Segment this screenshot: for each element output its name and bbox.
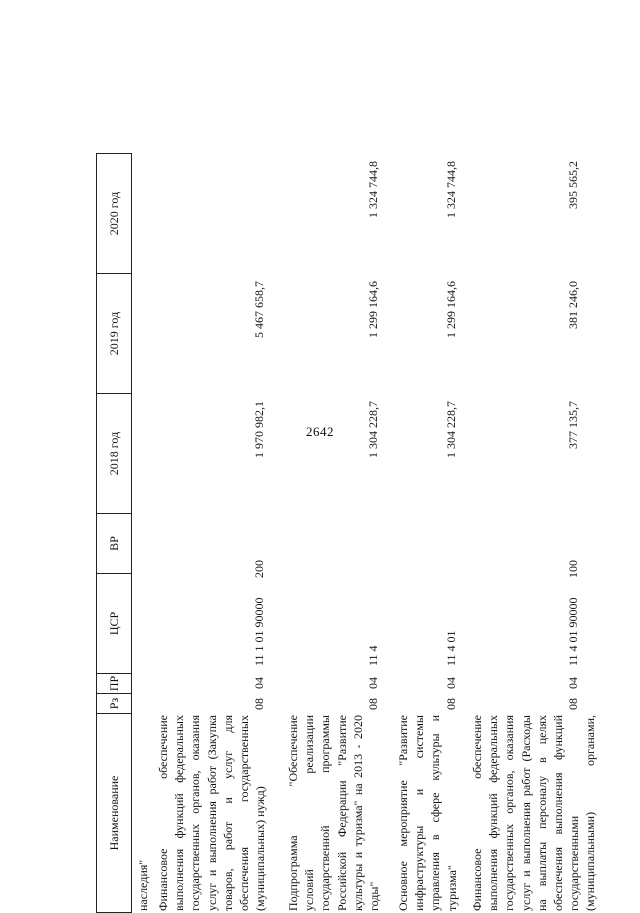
rz-cell: 08: [566, 698, 580, 710]
row-name-line: управления в сфере культуры и: [428, 715, 443, 911]
row-name-line: государственных органов, оказания: [502, 715, 517, 911]
rotated-table: [96, 65, 596, 913]
row-name-line: государственными: [567, 815, 582, 911]
value-2019: 1 299 164,6: [444, 281, 458, 338]
rz-cell: 08: [366, 698, 380, 710]
row-name: [135, 715, 151, 911]
pr-cell: 04: [252, 677, 266, 689]
row-name-line: государственных органов, оказания: [188, 715, 203, 911]
header-vr: ВР: [96, 513, 132, 573]
row-name-line: наследия": [136, 859, 150, 911]
vr-cell: 100: [566, 560, 580, 578]
row-name-line: выполнения функций федеральных: [172, 715, 187, 911]
value-2018: 1 304 228,7: [444, 401, 458, 458]
pr-cell: 04: [444, 677, 458, 689]
row-name-line: (муниципальными) органами,: [583, 715, 598, 911]
row-name-line: Основное мероприятие "Развитие: [396, 715, 410, 911]
value-2018: 377 135,7: [566, 401, 580, 449]
row-name-line: обеспечения выполнения функций: [551, 715, 566, 911]
row-name-line: обеспечения государственных: [237, 715, 252, 911]
row-name-line: услуг и выполнения работ (Расходы: [518, 715, 533, 911]
header-csr: ЦСР: [96, 573, 132, 673]
row-name-line: годы": [367, 881, 382, 911]
pr-cell: 04: [566, 677, 580, 689]
row-name-line: на выплаты персоналу в целях: [534, 715, 549, 911]
vr-cell: 200: [252, 560, 266, 578]
row-name-line: (муниципальных) нужд): [253, 786, 268, 911]
value-2019: 1 299 164,6: [366, 281, 380, 338]
row-name-line: туризма": [444, 865, 459, 911]
value-2020: 1 324 744,8: [366, 161, 380, 218]
row-name-line: услуг и выполнения работ (Закупка: [204, 715, 219, 911]
page-number: 2642: [306, 424, 334, 439]
pr-cell: 04: [366, 677, 380, 689]
row-name: [155, 715, 268, 911]
row-name-line: культуры и туризма" на 2013 - 2020: [350, 715, 365, 911]
value-2018: 1 970 982,1: [252, 401, 266, 458]
value-2020: 1 324 744,8: [444, 161, 458, 218]
row-name-line: условий реализации: [302, 715, 317, 911]
row-name-line: инфраструктуры и системы: [412, 715, 427, 911]
header-2020: 2020 год: [96, 153, 132, 273]
header-2018: 2018 год: [96, 393, 132, 513]
row-name: [469, 715, 599, 911]
csr-cell: 11 4 01: [444, 630, 458, 666]
value-2019: 5 467 658,7: [252, 281, 266, 338]
csr-cell: 11 1 01 90000: [252, 597, 266, 666]
row-name-line: государственной программы: [318, 715, 333, 911]
row-name-line: Российской Федерации "Развитие: [334, 715, 349, 911]
row-name-line: Финансовое обеспечение: [470, 715, 484, 911]
row-name-line: выполнения функций федеральных: [486, 715, 501, 911]
value-2018: 1 304 228,7: [366, 401, 380, 458]
row-name-line: Подпрограмма "Обеспечение: [286, 715, 300, 911]
value-2020: 395 565,2: [566, 161, 580, 209]
rz-cell: 08: [444, 698, 458, 710]
row-name-line: Финансовое обеспечение: [156, 715, 170, 911]
header-2019: 2019 год: [96, 273, 132, 393]
header-name: Наименование: [96, 713, 132, 913]
value-2019: 381 246,0: [566, 281, 580, 329]
row-name: [395, 715, 460, 911]
header-rz: Рз: [96, 693, 132, 713]
header-pr: ПР: [96, 673, 132, 693]
row-name: [285, 715, 382, 911]
rz-cell: 08: [252, 698, 266, 710]
csr-cell: 11 4: [366, 645, 380, 666]
csr-cell: 11 4 01 90000: [566, 597, 580, 666]
row-name-line: товаров, работ и услуг для: [220, 715, 235, 911]
